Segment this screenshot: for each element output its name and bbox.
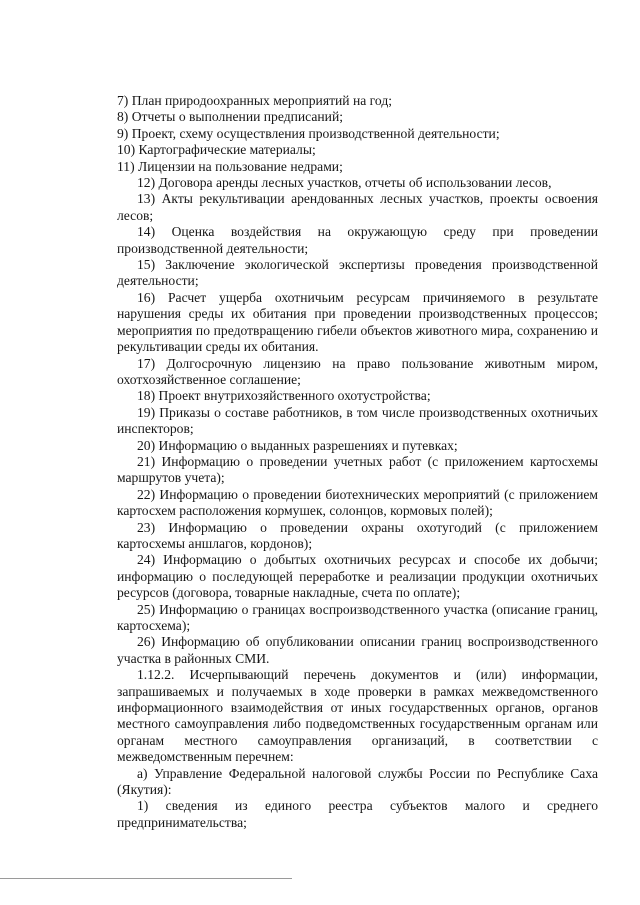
document-body: [117, 93, 598, 831]
list-item-15: 15) Заключение экологической экспертизы проведения производственной деятельности;: [117, 257, 598, 289]
list-item-8: 8) Отчеты о выполнении предписаний;: [117, 109, 344, 125]
list-item-13: 13) Акты рекультивации арендованных лесных участков, проекты освоения лесов;: [117, 191, 598, 223]
list-item-26: 26) Информацию об опубликовании описании границ воспроизводственного участка в районных СМИ.: [117, 634, 598, 666]
subsection-a: а) Управление Федеральной налоговой службы России по Республике Саха (Якутия):: [117, 765, 598, 798]
footer-divider: [0, 878, 292, 879]
list-item-20: 20) Информацию о выданных разрешениях и путевках;: [137, 437, 458, 453]
list-item-22: 22) Информацию о проведении биотехнических мероприятий (с приложением картосхем расположения кормушек, солонцов, кормовых полей);: [117, 486, 598, 519]
list-item-21: 21) Информацию о проведении учетных работ (с приложением картосхемы маршрутов учета);: [117, 453, 598, 486]
section-1-12-2: 1.12.2. Исчерпывающий перечень документов и (или) информации, запрашиваемых и получаемых в ходе проверки в рамках межведомственного информационного взаимодействия от иных государственных органов, органов местного самоуправления либо подведомственных государственным органам или органам местного самоуправления организаций, в соответствии с межведомственным перечнем:: [117, 667, 598, 765]
list-item-18: 18) Проект внутрихозяйственного охотустройства;: [137, 388, 431, 404]
list-item-10: 10) Картографические материалы;: [117, 142, 316, 158]
list-item-25: 25) Информацию о границах воспроизводственного участка (описание границ, картосхема);: [117, 601, 598, 633]
list-item-9: 9) Проект, схему осуществления производственной деятельности;: [117, 125, 500, 141]
list-item-12: 12) Договора аренды лесных участков, отчеты об использовании лесов,: [137, 175, 552, 191]
list-item-7: 7) План природоохранных мероприятий на год;: [117, 93, 393, 108]
list-item-24: 24) Информацию о добытых охотничьих ресурсах и способе их добычи; информацию о последующей переработке и реализации продукции охотничьих ресурсов (договора, товарные накладные, счета по оплате);: [117, 552, 598, 601]
list-item-11: 11) Лицензии на пользование недрами;: [117, 158, 343, 174]
list-item-23: 23) Информацию о проведении охраны охотугодий (с приложением картосхемы аншлагов, кордонов);: [117, 519, 598, 551]
list-item-16: 16) Расчет ущерба охотничьим ресурсам причиняемого в результате нарушения среды их обитания при проведении производственных процессов; мероприятия по предотвращению гибели объектов животного мира, сохранению и рекультивации среды их обитания.: [117, 289, 598, 355]
subsection-a-item-1: 1) сведения из единого реестра субъектов малого и среднего предпринимательства;: [117, 798, 598, 830]
list-item-14: 14) Оценка воздействия на окружающую среду при проведении производственной деятельности;: [117, 224, 598, 256]
list-item-17: 17) Долгосрочную лицензию на право пользование животным миром, охотхозяйственное соглашение;: [117, 355, 598, 387]
list-item-19: 19) Приказы о составе работников, в том числе производственных охотничьих инспекторов;: [117, 404, 598, 437]
